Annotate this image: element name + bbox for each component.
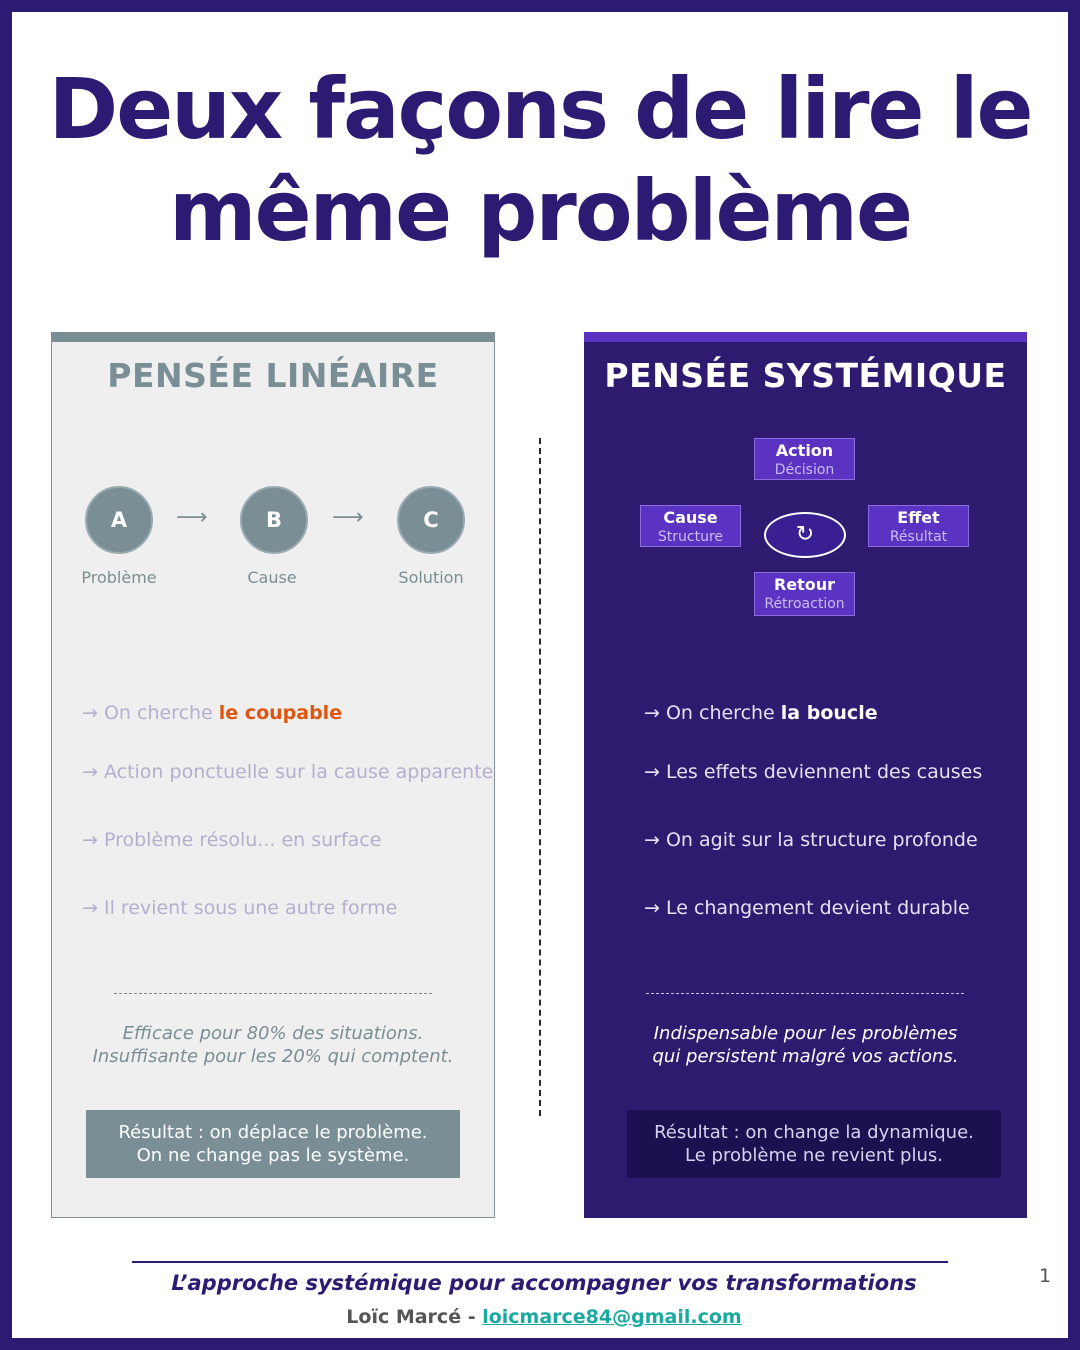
chain-arrow-right-icon: ⟶ (176, 505, 208, 530)
systemic-note (584, 1022, 1027, 1068)
result-line-1: Résultat : on change la dynamique. (654, 1122, 974, 1143)
systemic-result-box (627, 1110, 1001, 1178)
footer-divider (132, 1261, 948, 1263)
systemic-item-4: → Le changement devient durable (644, 897, 970, 919)
loop-node-sub: Rétroaction (764, 596, 845, 612)
chain-arrow-right-icon: ⟶ (332, 505, 364, 530)
note-line-2: Insuffisante pour les 20% qui comptent. (92, 1046, 454, 1067)
linear-note (52, 1022, 494, 1068)
chain-node-b: B (240, 486, 308, 554)
loop-node-title: Retour (773, 575, 836, 594)
author-email-link[interactable]: loicmarce84@gmail.com (482, 1306, 742, 1328)
item-text: → On cherche (644, 702, 781, 724)
loop-cycle-icon: ↻ (764, 512, 846, 558)
result-line-2: Le problème ne revient plus. (685, 1145, 943, 1166)
page-number: 1 (1039, 1265, 1052, 1287)
title-line-2: même problème (169, 162, 911, 260)
page-title (0, 58, 1080, 262)
linear-item-2: → Action ponctuelle sur la cause apparente (82, 761, 494, 783)
footer-author (0, 1306, 1080, 1328)
systemic-heading: PENSÉE SYSTÉMIQUE (604, 356, 1007, 395)
loop-node-action (754, 438, 855, 480)
loop-node-title: Effet (897, 508, 940, 527)
loop-node-sub: Résultat (889, 529, 948, 545)
linear-item-4: → Il revient sous une autre forme (82, 897, 398, 919)
note-line-2: qui persistent malgré vos actions. (652, 1046, 959, 1067)
title-line-1: Deux façons de lire le (48, 60, 1032, 158)
chain-label-c: Solution (398, 568, 464, 587)
loop-node-title: Cause (663, 508, 718, 527)
systemic-item-1 (644, 702, 878, 724)
divider (114, 993, 432, 994)
linear-item-3: → Problème résolu... en surface (82, 829, 382, 851)
systemic-item-3: → On agit sur la structure profonde (644, 829, 978, 851)
chain-label-b: Cause (247, 568, 297, 587)
note-line-1: Indispensable pour les problèmes (653, 1023, 958, 1044)
chain-label-a: Problème (81, 568, 157, 587)
item-highlight: le coupable (218, 702, 343, 724)
linear-thinking-panel (51, 332, 495, 1218)
divider (646, 993, 964, 994)
loop-node-title: Action (775, 441, 834, 460)
chain-node-a: A (85, 486, 153, 554)
linear-result-box (86, 1110, 460, 1178)
loop-node-sub: Décision (774, 462, 835, 478)
loop-node-retour (754, 572, 855, 616)
note-line-1: Efficace pour 80% des situations. (122, 1023, 424, 1044)
item-highlight: la boucle (780, 702, 878, 724)
result-line-1: Résultat : on déplace le problème. (118, 1122, 428, 1143)
loop-node-cause (640, 505, 741, 547)
linear-item-1 (82, 702, 342, 724)
result-line-2: On ne change pas le système. (136, 1145, 410, 1166)
item-text: → On cherche (82, 702, 219, 724)
panel-separator (539, 438, 541, 1116)
loop-node-effet (868, 505, 969, 547)
loop-node-sub: Structure (657, 529, 724, 545)
author-name: Loïc Marcé - (346, 1306, 483, 1328)
chain-node-c: C (397, 486, 465, 554)
footer-tagline: L’approche systémique pour accompagner vos transformations (171, 1271, 917, 1295)
linear-heading: PENSÉE LINÉAIRE (107, 356, 439, 395)
systemic-item-2: → Les effets deviennent des causes (644, 761, 983, 783)
systemic-thinking-panel (584, 332, 1027, 1218)
